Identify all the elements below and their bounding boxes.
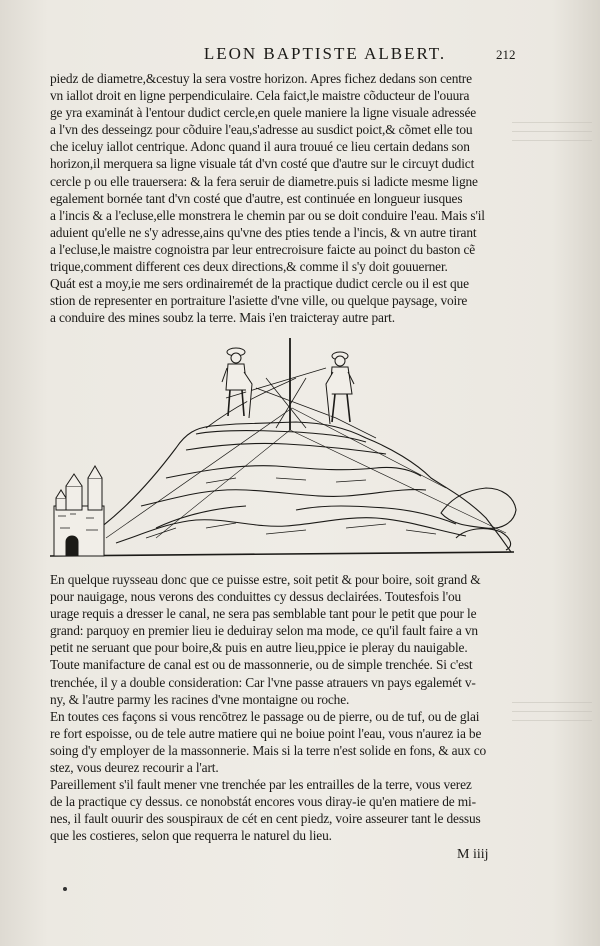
text-line: a conduire des mines soubz la terre. Mais i'en traicteray autre part. bbox=[50, 310, 395, 326]
text-line: stez, vous deurez recourir a l'art. bbox=[50, 760, 219, 776]
text-line: En toutes ces façons si vous rencōtrez le passage ou de pierre, ou de tuf, ou de glai bbox=[50, 708, 480, 724]
bleed-through-text bbox=[512, 120, 592, 200]
text-line: grand: parquoy en premier lieu ie deduiray selon ma mode, ce qu'il fault faire a vn bbox=[50, 623, 478, 639]
page-number: 212 bbox=[496, 47, 516, 62]
text-line: Quát est a moy,ie me sers ordinairemét de la practique dudict cercle ou il est que bbox=[50, 276, 469, 292]
woodcut-illustration bbox=[46, 338, 518, 570]
text-line: egalement bornée tant d'vn costé que d'autre, est continuée en longueur iusques bbox=[50, 190, 463, 206]
text-line: Pareillement s'il fault mener vne trenchée par les entrailles de la terre, vous verez bbox=[50, 777, 472, 793]
bleed-through-text-lower bbox=[512, 700, 592, 780]
text-line: piedz de diametre,&cestuy la sera vostre horizon. Apres fichez dedans son centre bbox=[50, 71, 472, 86]
text-line: trique,comment different ces deux directions,& comme il s'y doit gouuerner. bbox=[50, 259, 448, 275]
text-line: pour nauigage, nous verons des conduittes cy dessus declairées. Toutesfois l'ou bbox=[50, 589, 462, 605]
text-line: che iceluy iallot centrique. Adonc quand il aura trouué ce lieu certain dedans son bbox=[50, 139, 470, 155]
text-line: stion de representer en portraiture l'asiette d'vne ville, ou quelque paysage, voire bbox=[50, 293, 468, 309]
text-line: En quelque ruysseau donc que ce puisse estre, soit petit & pour boire, soit grand & bbox=[50, 572, 481, 587]
text-line: re fort espoisse, ou de tele autre matiere qui ne boiue point l'eau, vous n'aurez ia be bbox=[50, 725, 482, 741]
text-line: Toute manifacture de canal est ou de massonnerie, ou de simple trenchée. Si c'est bbox=[50, 657, 473, 673]
text-line: a l'vn des desseingz pour cõduire l'eau,s'adresse au susdict poict,& cõmet elle tou bbox=[50, 122, 473, 138]
paragraph-top bbox=[50, 70, 505, 326]
text-line: que les costieres, selon que requerra le naturel du lieu. bbox=[50, 828, 332, 844]
text-line: aduient qu'elle ne s'y adresse,ains qu'vne des pties tende a l'incis, & vn autre tirant bbox=[50, 224, 477, 240]
text-line: petit ne seruant que pour boire,& puis en autre lieu,ppice ie pleray du nauigable. bbox=[50, 640, 468, 656]
text-line: trenchée, il y a double consideration: Car l'vne passe atrauers vn pays egalemét v- bbox=[50, 674, 476, 690]
text-line: ge yra examinát à l'entour dudict cercle,en quele maniere la ligne visuale adressée bbox=[50, 105, 477, 121]
text-line: cercle p ou elle trauersera: & la fera seruir de diametre.puis si ladicte mesme ligne bbox=[50, 173, 478, 189]
text-line: urage requis a dresser le canal, ne sera pas semblable tant pour le petit que pour le bbox=[50, 606, 477, 622]
text-line: nes, il fault ouurir des souspiraux de cét en cent piedz, voire asseurer tant le dessus bbox=[50, 811, 481, 827]
ink-speck bbox=[63, 887, 67, 891]
text-line: a l'incis & a l'ecluse,elle monstrera le chemin par ou se doit conduire l'eau. Mais s'il bbox=[50, 207, 485, 223]
text-line: soing d'y employer de la massonnerie. Mais si la terre n'est solide en fons, & aux co bbox=[50, 742, 487, 758]
text-line: vn iallot droit en ligne perpendiculaire. Cela faict,le maistre cõducteur de l'ouura bbox=[50, 88, 470, 104]
text-line: horizon,il merquera sa ligne visuale tát d'vn costé que d'autre sur le circuyt dudict bbox=[50, 156, 475, 172]
signature-mark: M iiij bbox=[457, 847, 489, 862]
text-line: ny, & l'autre parmy les racines d'vne montaigne ou roche. bbox=[50, 691, 350, 707]
running-title: LEON BAPTISTE ALBERT. bbox=[203, 44, 447, 63]
paragraph-bottom bbox=[50, 571, 505, 845]
text-line: a l'ecluse,le maistre cognoistra par leur entrecroisure faicte au poinct du baston cẽ bbox=[50, 241, 476, 257]
text-line: de la practique cy dessus. ce nonobstát encores vous diray-ie qu'en matiere de mi- bbox=[50, 794, 476, 810]
